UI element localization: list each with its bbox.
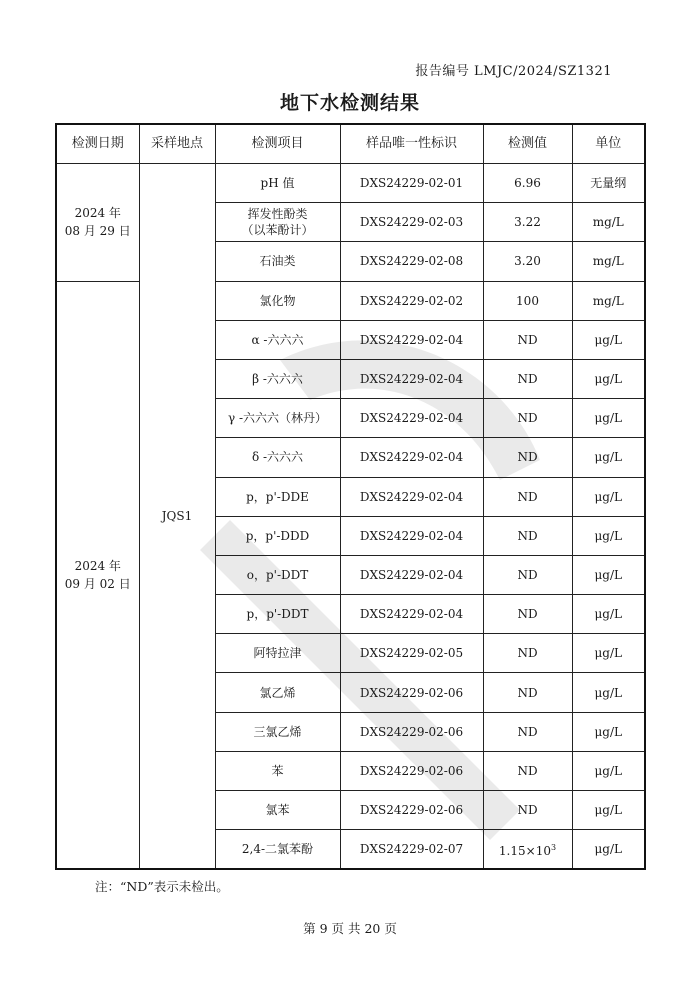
unit-cell: μg/L [572,320,645,359]
column-header: 样品唯一性标识 [340,124,483,164]
value-cell [483,203,572,242]
sample-id-cell: DXS24229-02-04 [340,595,483,634]
sample-id-cell: DXS24229-02-04 [340,438,483,477]
sample-id-cell: DXS24229-02-02 [340,281,483,320]
value-text: ND [517,724,538,739]
unit-cell: 无量纲 [572,164,645,203]
item-cell [215,399,340,438]
item-name: 石油类 [259,254,296,269]
sample-id-cell: DXS24229-02-08 [340,242,483,281]
item-name: 氯苯 [265,803,290,818]
item-cell [215,516,340,555]
value-cell [483,634,572,673]
sample-id-cell: DXS24229-02-06 [340,673,483,712]
unit-cell: μg/L [572,595,645,634]
item-name: 三氯乙烯 [253,724,302,739]
item-name: p，p'-DDE [246,489,309,504]
sample-id-cell: DXS24229-02-04 [340,399,483,438]
value-text: ND [517,685,538,700]
unit-cell: μg/L [572,712,645,751]
value-text: ND [517,803,538,818]
site-cell: JQS1 [139,164,215,870]
unit-cell: μg/L [572,634,645,673]
sample-id-cell: DXS24229-02-04 [340,359,483,398]
sample-id-cell: DXS24229-02-05 [340,634,483,673]
date-month-day: 09 月 02 日 [64,576,131,591]
value-cell [483,751,572,790]
value-cell [483,595,572,634]
item-name: p，p'-DDD [245,528,310,543]
value-text: ND [517,372,538,387]
table-header-row [56,124,645,164]
value-text: ND [517,528,538,543]
value-text: ND [517,411,538,426]
sample-id-cell: DXS24229-02-04 [340,320,483,359]
item-name-note: （以苯酚计） [241,223,314,238]
value-exponent: 3 [550,842,557,852]
value-text: ND [517,489,538,504]
value-cell [483,281,572,320]
item-name: p，p'-DDT [246,607,309,622]
unit-cell: mg/L [572,281,645,320]
sample-id-cell: DXS24229-02-04 [340,477,483,516]
item-name: γ -六六六（林丹） [227,411,328,426]
unit-cell: μg/L [572,477,645,516]
value-text: 3.20 [514,254,541,269]
value-cell [483,477,572,516]
value-text: 3.22 [514,215,541,230]
sample-id-cell: DXS24229-02-07 [340,830,483,869]
item-name: 氯乙烯 [259,685,296,700]
results-table [55,123,646,870]
table-row [56,164,645,203]
sample-id-cell: DXS24229-02-03 [340,203,483,242]
value-text: ND [517,567,538,582]
value-text: ND [517,646,538,661]
unit-cell: μg/L [572,399,645,438]
value-cell [483,673,572,712]
item-cell [215,477,340,516]
item-cell [215,634,340,673]
value-text: ND [517,763,538,778]
value-cell [483,516,572,555]
item-cell [215,751,340,790]
value-text: 100 [516,293,539,308]
item-name: 挥发性酚类 [247,207,308,222]
date-year: 2024 年 [74,206,121,221]
value-cell [483,359,572,398]
date-year: 2024 年 [74,558,121,573]
value-text: ND [517,607,538,622]
column-header: 采样地点 [139,124,215,164]
item-name: 2,4-二氯苯酚 [241,842,314,857]
unit-cell: μg/L [572,830,645,869]
value-cell [483,320,572,359]
item-cell [215,164,340,203]
value-cell [483,438,572,477]
item-name: δ -六六六 [251,450,304,465]
column-header: 单位 [572,124,645,164]
value-cell [483,555,572,594]
sample-id-cell: DXS24229-02-06 [340,791,483,830]
column-header: 检测日期 [56,124,139,164]
value-text: 1.15×10 [498,843,551,858]
value-cell [483,242,572,281]
value-text: ND [517,450,538,465]
item-name: 阿特拉津 [253,646,302,661]
item-cell [215,830,340,869]
value-cell [483,712,572,751]
value-cell [483,399,572,438]
item-cell [215,281,340,320]
value-text: 6.96 [514,176,541,191]
column-header: 检测项目 [215,124,340,164]
date-month-day: 08 月 29 日 [64,224,131,239]
item-cell [215,203,340,242]
item-name: β -六六六 [252,372,303,387]
item-name: o，p'-DDT [246,567,309,582]
item-cell [215,320,340,359]
item-cell [215,712,340,751]
sample-id-cell: DXS24229-02-06 [340,712,483,751]
report-number: 报告编号 LMJC/2024/SZ1321 [415,64,612,79]
sample-id-cell: DXS24229-02-04 [340,555,483,594]
value-cell [483,830,572,869]
item-cell [215,595,340,634]
sample-id-cell: DXS24229-02-01 [340,164,483,203]
unit-cell: μg/L [572,673,645,712]
sample-id-cell: DXS24229-02-06 [340,751,483,790]
date-cell [56,164,139,282]
item-cell [215,555,340,594]
item-cell [215,673,340,712]
unit-cell: mg/L [572,203,645,242]
item-cell [215,438,340,477]
page-number: 第 9 页 共 20 页 [303,921,397,936]
footnote: 注：“ND”表示未检出。 [95,879,229,894]
value-text: ND [517,332,538,347]
item-name: α -六六六 [251,332,304,347]
item-cell [215,791,340,830]
unit-cell: μg/L [572,751,645,790]
unit-cell: μg/L [572,555,645,594]
item-name: 苯 [271,763,284,778]
item-name: 氯化物 [259,293,296,308]
unit-cell: μg/L [572,438,645,477]
item-cell [215,359,340,398]
value-cell [483,164,572,203]
item-cell [215,242,340,281]
unit-cell: mg/L [572,242,645,281]
unit-cell: μg/L [572,359,645,398]
date-cell [56,281,139,869]
sample-id-cell: DXS24229-02-04 [340,516,483,555]
page-title: 地下水检测结果 [279,92,420,114]
value-cell [483,791,572,830]
item-name: pH 值 [260,176,295,191]
column-header: 检测值 [483,124,572,164]
unit-cell: μg/L [572,516,645,555]
unit-cell: μg/L [572,791,645,830]
